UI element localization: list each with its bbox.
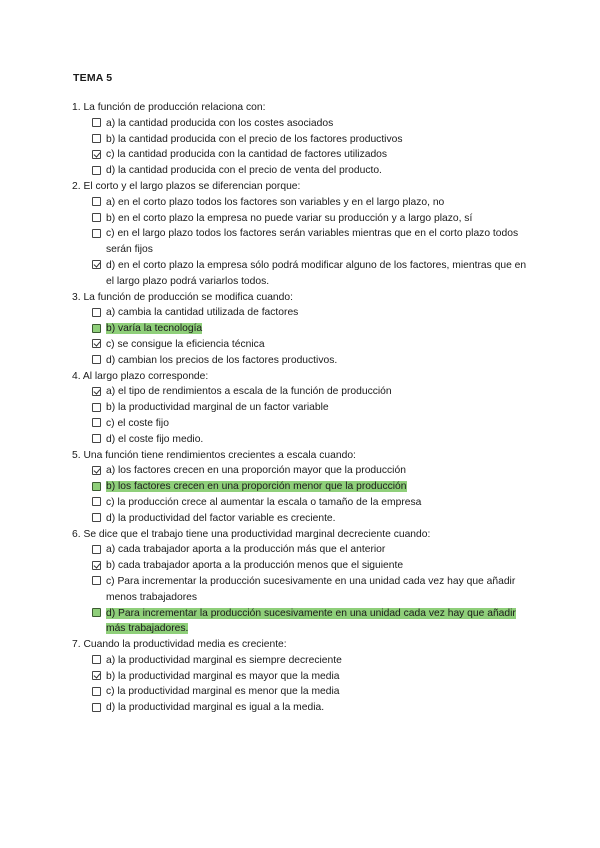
question-text: 4. Al largo plazo corresponde:	[72, 370, 209, 382]
question-text: 2. El corto y el largo plazos se diferencian porque:	[72, 180, 301, 192]
unchecked-checkbox-icon[interactable]	[92, 434, 101, 443]
answer-option	[92, 116, 532, 132]
answer-option	[92, 258, 532, 290]
question-text: 3. La función de producción se modifica cuando:	[72, 291, 293, 303]
answer-option	[92, 147, 532, 163]
option-text-wrapper	[106, 684, 532, 700]
unchecked-checkbox-icon[interactable]	[92, 355, 101, 364]
option-text-wrapper	[106, 163, 532, 179]
unchecked-checkbox-icon[interactable]	[92, 703, 101, 712]
question-2	[72, 179, 532, 290]
answer-option	[92, 669, 532, 685]
checked-checkbox-icon[interactable]	[92, 260, 101, 269]
option-text: a) la cantidad producida con los costes asociados	[106, 117, 334, 129]
option-text-wrapper	[106, 432, 532, 448]
unchecked-checkbox-icon[interactable]	[92, 403, 101, 412]
option-text-wrapper	[106, 353, 532, 369]
option-text: c) en el largo plazo todos los factores serán variables mientras que en el corto plazo todos serán fijos	[106, 228, 519, 256]
unchecked-checkbox-icon[interactable]	[92, 497, 101, 506]
unchecked-checkbox-icon[interactable]	[92, 545, 101, 554]
checked-checkbox-icon[interactable]	[92, 150, 101, 159]
answer-option	[92, 684, 532, 700]
option-text-wrapper	[106, 479, 532, 495]
unchecked-checkbox-icon[interactable]	[92, 166, 101, 175]
option-text: b) la productividad marginal es mayor que la media	[106, 670, 340, 682]
answer-option	[92, 400, 532, 416]
option-text: b) los factores crecen en una proporción menor que la producción	[106, 481, 407, 493]
answer-option	[92, 337, 532, 353]
option-text: a) el tipo de rendimientos a escala de la función de producción	[106, 386, 392, 398]
option-text: b) la productividad marginal de un factor variable	[106, 402, 329, 414]
question-4	[72, 369, 532, 448]
option-text-wrapper	[106, 558, 532, 574]
option-text-wrapper	[106, 416, 532, 432]
unchecked-checkbox-icon[interactable]	[92, 482, 101, 491]
unchecked-checkbox-icon[interactable]	[92, 324, 101, 333]
option-text-wrapper	[106, 226, 532, 258]
page-title: TEMA 5	[73, 72, 113, 84]
answer-option	[92, 195, 532, 211]
unchecked-checkbox-icon[interactable]	[92, 197, 101, 206]
option-text: a) los factores crecen en una proporción mayor que la producción	[106, 465, 406, 477]
unchecked-checkbox-icon[interactable]	[92, 513, 101, 522]
option-text: b) en el corto plazo la empresa no puede variar su producción y a largo plazo, sí	[106, 212, 473, 224]
option-text: a) cambia la cantidad utilizada de factores	[106, 307, 299, 319]
option-text-wrapper	[106, 116, 532, 132]
option-text: b) la cantidad producida con el precio de los factores productivos	[106, 133, 403, 145]
checked-checkbox-icon[interactable]	[92, 466, 101, 475]
unchecked-checkbox-icon[interactable]	[92, 687, 101, 696]
answer-option	[92, 321, 532, 337]
option-text-wrapper	[106, 147, 532, 163]
answer-option	[92, 479, 532, 495]
answer-option	[92, 653, 532, 669]
option-text-wrapper	[106, 321, 532, 337]
option-text-wrapper	[106, 511, 532, 527]
option-text: d) cambian los precios de los factores productivos.	[106, 354, 338, 366]
option-text-wrapper	[106, 669, 532, 685]
unchecked-checkbox-icon[interactable]	[92, 655, 101, 664]
option-text-wrapper	[106, 195, 532, 211]
unchecked-checkbox-icon[interactable]	[92, 134, 101, 143]
answer-option	[92, 384, 532, 400]
unchecked-checkbox-icon[interactable]	[92, 308, 101, 317]
unchecked-checkbox-icon[interactable]	[92, 229, 101, 238]
option-text-wrapper	[106, 132, 532, 148]
option-text: b) varía la tecnología	[106, 323, 203, 335]
question-text: 6. Se dice que el trabajo tiene una productividad marginal decreciente cuando:	[72, 528, 431, 540]
answer-option	[92, 432, 532, 448]
answer-option	[92, 353, 532, 369]
option-text-wrapper	[106, 258, 532, 290]
options-list	[92, 305, 532, 368]
option-text-wrapper	[106, 400, 532, 416]
option-text: a) en el corto plazo todos los factores son variables y en el largo plazo, no	[106, 196, 445, 208]
checked-checkbox-icon[interactable]	[92, 561, 101, 570]
question-6	[72, 527, 532, 638]
checked-checkbox-icon[interactable]	[92, 339, 101, 348]
question-1	[72, 100, 532, 179]
option-text: c) la productividad marginal es menor que la media	[106, 686, 340, 698]
options-list	[92, 116, 532, 179]
answer-option	[92, 211, 532, 227]
option-text: d) el coste fijo medio.	[106, 433, 204, 445]
options-list	[92, 463, 532, 526]
option-text-wrapper	[106, 384, 532, 400]
answer-option	[92, 226, 532, 258]
option-text: d) la cantidad producida con el precio de venta del producto.	[106, 165, 382, 177]
option-text: d) Para incrementar la producción sucesivamente en una unidad cada vez hay que añadir más trabajadores.	[106, 607, 516, 635]
options-list	[92, 195, 532, 290]
option-text-wrapper	[106, 495, 532, 511]
option-text: c) se consigue la eficiencia técnica	[106, 338, 265, 350]
answer-option	[92, 700, 532, 716]
question-text: 5. Una función tiene rendimientos crecientes a escala cuando:	[72, 449, 356, 461]
answer-option	[92, 542, 532, 558]
option-text: d) la productividad del factor variable es creciente.	[106, 512, 336, 524]
option-text-wrapper	[106, 211, 532, 227]
answer-option	[92, 495, 532, 511]
option-text-wrapper	[106, 574, 532, 606]
question-5	[72, 448, 532, 527]
option-text-wrapper	[106, 700, 532, 716]
answer-option	[92, 606, 532, 638]
option-text: c) Para incrementar la producción sucesivamente en una unidad cada vez hay que añadir menos trabajadores	[106, 575, 516, 603]
question-text: 7. Cuando la productividad media es creciente:	[72, 639, 287, 651]
question-7	[72, 637, 532, 716]
option-text: c) la producción crece al aumentar la escala o tamaño de la empresa	[106, 496, 422, 508]
option-text: d) en el corto plazo la empresa sólo podrá modificar alguno de los factores, mientras que en el largo plazo podrá variarlos todos.	[106, 259, 527, 287]
answer-option	[92, 305, 532, 321]
options-list	[92, 384, 532, 447]
option-text-wrapper	[106, 463, 532, 479]
unchecked-checkbox-icon[interactable]	[92, 608, 101, 617]
answer-option	[92, 574, 532, 606]
option-text: d) la productividad marginal es igual a la media.	[106, 702, 325, 714]
unchecked-checkbox-icon[interactable]	[92, 576, 101, 585]
unchecked-checkbox-icon[interactable]	[92, 213, 101, 222]
option-text: b) cada trabajador aporta a la producción menos que el siguiente	[106, 560, 404, 572]
answer-option	[92, 463, 532, 479]
checked-checkbox-icon[interactable]	[92, 671, 101, 680]
option-text-wrapper	[106, 337, 532, 353]
option-text-wrapper	[106, 653, 532, 669]
question-text: 1. La función de producción relaciona con:	[72, 102, 266, 113]
option-text: a) cada trabajador aporta a la producción más que el anterior	[106, 544, 386, 556]
quiz-list	[72, 100, 532, 716]
option-text: c) el coste fijo	[106, 417, 169, 429]
answer-option	[92, 558, 532, 574]
question-3	[72, 290, 532, 369]
unchecked-checkbox-icon[interactable]	[92, 118, 101, 127]
unchecked-checkbox-icon[interactable]	[92, 418, 101, 427]
answer-option	[92, 132, 532, 148]
option-text-wrapper	[106, 305, 532, 321]
option-text: c) la cantidad producida con la cantidad de factores utilizados	[106, 149, 388, 161]
option-text: a) la productividad marginal es siempre decreciente	[106, 654, 342, 666]
checked-checkbox-icon[interactable]	[92, 387, 101, 396]
options-list	[92, 653, 532, 716]
answer-option	[92, 416, 532, 432]
option-text-wrapper	[106, 542, 532, 558]
option-text-wrapper	[106, 606, 532, 638]
answer-option	[92, 511, 532, 527]
answer-option	[92, 163, 532, 179]
options-list	[92, 542, 532, 637]
